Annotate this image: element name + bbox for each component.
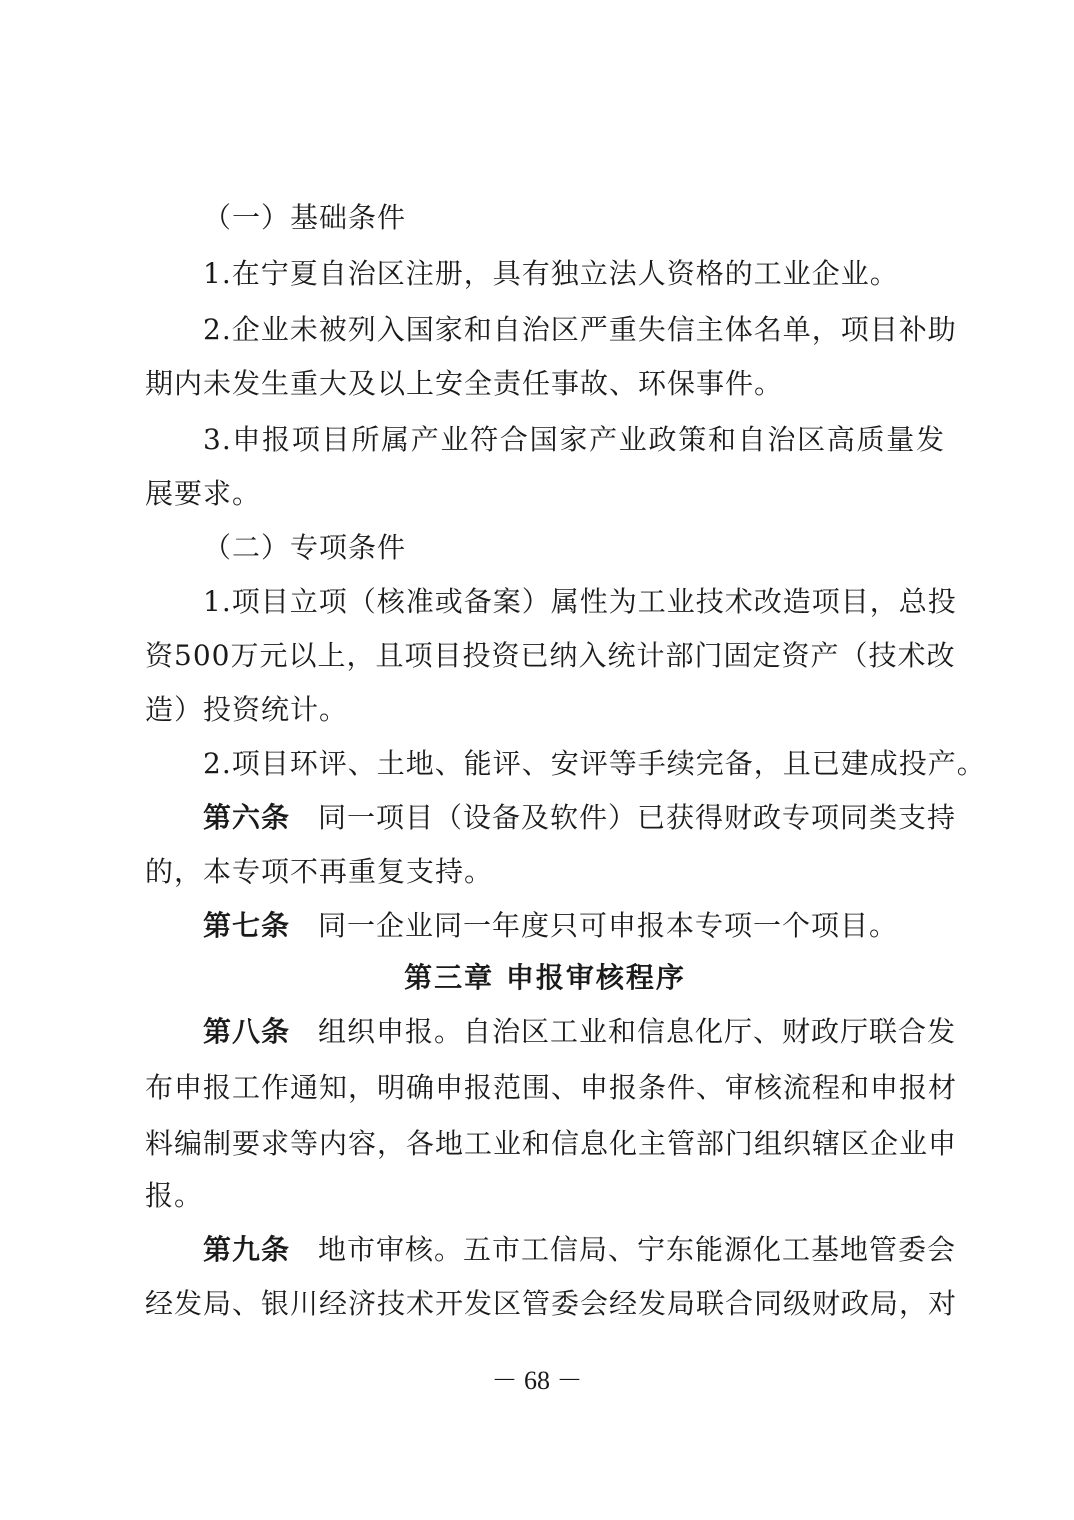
paragraph-line: 期内未发生重大及以上安全责任事故、环保事件。 [145,367,784,400]
article-text: 同一企业同一年度只可申报本专项一个项目。 [318,909,899,942]
article-label: 第九条 [203,1233,291,1266]
page-number: － 68 － [491,1366,583,1395]
paragraph-line: 1.项目立项（核准或备案）属性为工业技术改造项目，总投 [203,585,957,618]
article-label: 第八条 [203,1015,291,1048]
article-text: 地市审核。五市工信局、宁东能源化工基地管委会 [318,1233,957,1266]
paragraph-line: 2.项目环评、土地、能评、安评等手续完备，且已建成投产。 [203,747,986,780]
paragraph-line: 经发局、银川经济技术开发区管委会经发局联合同级财政局，对 [145,1287,958,1320]
chapter-heading: 第三章 申报审核程序 [404,961,686,994]
paragraph-line: 造）投资统计。 [145,693,349,726]
paragraph-line: 资500万元以上，且项目投资已纳入统计部门固定资产（技术改 [145,639,956,672]
paragraph-line: 1.在宁夏自治区注册，具有独立法人资格的工业企业。 [203,257,899,290]
article-label: 第七条 [203,909,291,942]
article-7-line [203,908,945,948]
paragraph-line: 料编制要求等内容，各地工业和信息化主管部门组织辖区企业申 [145,1127,958,1160]
paragraph-line: 的，本专项不再重复支持。 [145,855,494,888]
article-label: 第六条 [203,801,291,834]
article-9-line [203,1232,957,1272]
paragraph-line: 2.企业未被列入国家和自治区严重失信主体名单，项目补助 [203,313,957,346]
paragraph-line: 布申报工作通知，明确申报范围、申报条件、审核流程和申报材 [145,1071,958,1104]
paragraph-line: 报。 [145,1179,204,1212]
paragraph-line: 3.申报项目所属产业符合国家产业政策和自治区高质量发 [203,423,945,456]
article-8-line [203,1014,957,1054]
paragraph-line: 展要求。 [145,477,262,510]
section-title-special-conditions: （二）专项条件 [203,531,407,564]
article-text: 同一项目（设备及软件）已获得财政专项同类支持 [318,801,957,834]
article-text: 组织申报。自治区工业和信息化厅、财政厅联合发 [318,1015,957,1048]
section-title-basic-conditions: （一）基础条件 [203,201,407,234]
article-6-line [203,800,957,840]
